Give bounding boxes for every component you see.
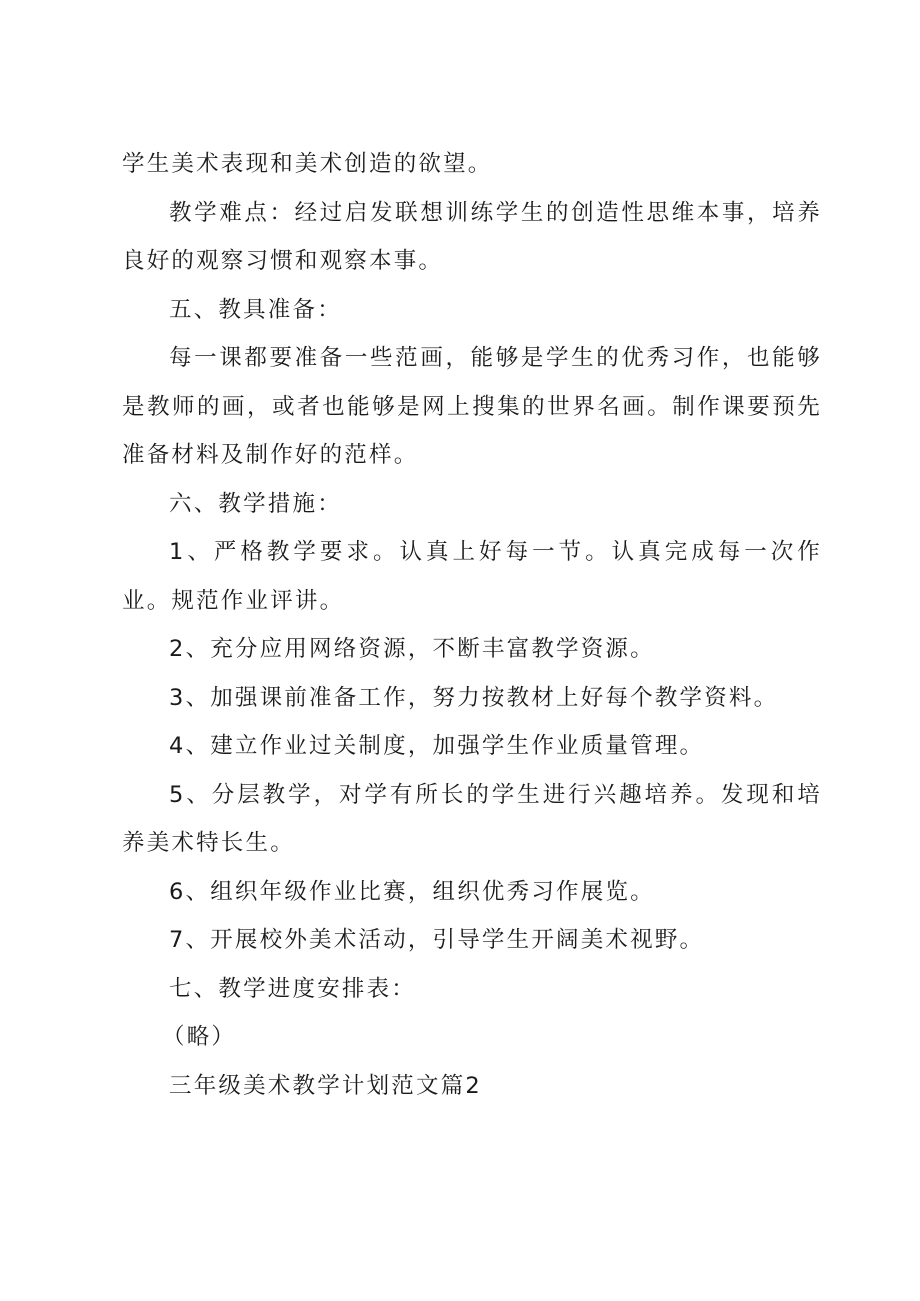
section-title-part-2: 三年级美术教学计划范文篇2: [169, 1072, 482, 1099]
heading-schedule: 七、教学进度安排表：: [169, 975, 417, 1002]
list-item-measure-5: 5、分层教学，对学有所长的学生进行兴趣培养。发现和培养美术特长生。: [122, 781, 822, 856]
paragraph-omitted: （略）: [162, 1024, 237, 1050]
list-item-measure-7: 7、开展校外美术活动，引导学生开阔美术视野。: [169, 927, 705, 953]
list-item-measure-4: 4、建立作业过关制度，加强学生作业质量管理。: [169, 733, 705, 759]
document-body: [122, 140, 822, 1110]
paragraph-teaching-difficulty: 教学难点：经过启发联想训练学生的创造性思维本事，培养良好的观察习惯和观察本事。: [122, 199, 822, 274]
paragraph-continuation: 学生美术表现和美术创造的欲望。: [122, 151, 493, 177]
list-item-measure-3: 3、加强课前准备工作，努力按教材上好每个教学资料。: [169, 684, 779, 711]
heading-teaching-measures: 六、教学措施：: [169, 490, 342, 517]
paragraph-teaching-aids: 每一课都要准备一些范画，能够是学生的优秀习作，也能够是教师的画，或者也能够是网上搜集的世界名画。制作课要预先准备材料及制作好的范样。: [122, 345, 822, 468]
heading-teaching-aids: 五、教具准备：: [169, 296, 342, 323]
list-item-measure-2: 2、充分应用网络资源，不断丰富教学资源。: [169, 636, 655, 662]
list-item-measure-6: 6、组织年级作业比赛，组织优秀习作展览。: [169, 878, 655, 905]
list-item-measure-1: 1、严格教学要求。认真上好每一节。认真完成每一次作业。规范作业评讲。: [122, 539, 822, 614]
